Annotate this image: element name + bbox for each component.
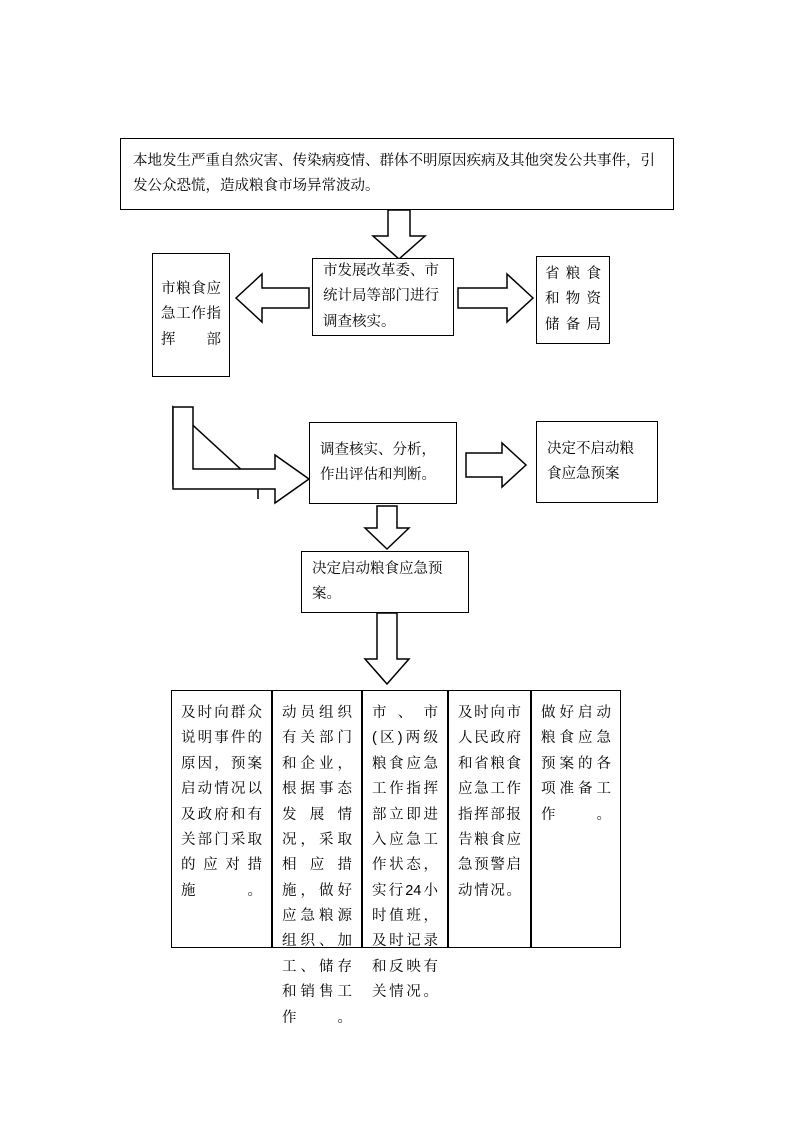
node-province-bureau-text: 省粮食和物资储备局 — [545, 265, 601, 333]
node-measure-3 — [362, 690, 448, 1001]
arrow-assess-to-start — [365, 506, 411, 550]
node-measure-2 — [272, 690, 362, 1026]
node-city-command-text: 市粮食应急工作指挥部 — [161, 280, 221, 348]
node-assess-text: 调查核实、分析，作出评估和判断。 — [320, 441, 436, 483]
arrow-incident-to-investigate — [371, 210, 427, 260]
node-measure-1-text: 及时向群众说明事件的原因，预案启动情况以及政府和有关部门采取的应对措施。 — [181, 705, 262, 899]
node-not-start — [536, 421, 658, 503]
node-incident — [120, 138, 674, 210]
arrow-investigate-to-city-command — [236, 272, 310, 324]
node-measure-5-text: 做好启动粮食应急预案的各项准备工作。 — [541, 705, 611, 823]
node-city-command — [152, 253, 230, 377]
node-not-start-text: 决定不启动粮食应急预案 — [547, 440, 634, 482]
node-measure-5 — [531, 690, 621, 948]
node-incident-text: 本地发生严重自然灾害、传染病疫情、群体不明原因疾病及其他突发公共事件，引发公众恐慌，造成粮食市场异常波动。 — [133, 153, 655, 195]
node-measure-4-text: 及时向市人民政府和省粮食应急工作指挥部报告粮食应急预警启动情况。 — [458, 705, 521, 899]
node-assess — [309, 422, 457, 504]
arrow-assess-to-not-start — [466, 443, 528, 489]
node-province-bureau — [536, 256, 610, 344]
node-measure-1 — [171, 690, 272, 948]
node-measure-3-text: 市、市(区)两级粮食应急工作指挥部立即进入应急工作状态，实行24小时值班，及时记录和反映有关情况。 — [372, 705, 438, 1001]
arrow-city-command-to-assess — [171, 405, 311, 493]
node-start — [301, 551, 469, 613]
node-measure-2-text: 动员组织有关部门和企业，根据事态发展情况，采取相应措施，做好应急粮源组织、加工、储存和销售工作。 — [282, 705, 352, 1026]
node-measure-4 — [448, 690, 531, 948]
node-start-text: 决定启动粮食应急预案。 — [312, 560, 443, 602]
arrow-investigate-to-province-bureau — [456, 272, 534, 324]
node-investigate — [312, 258, 454, 336]
arrow-start-to-measures — [365, 613, 411, 685]
node-investigate-text: 市发展改革委、市统计局等部门进行调查核实。 — [323, 262, 439, 330]
